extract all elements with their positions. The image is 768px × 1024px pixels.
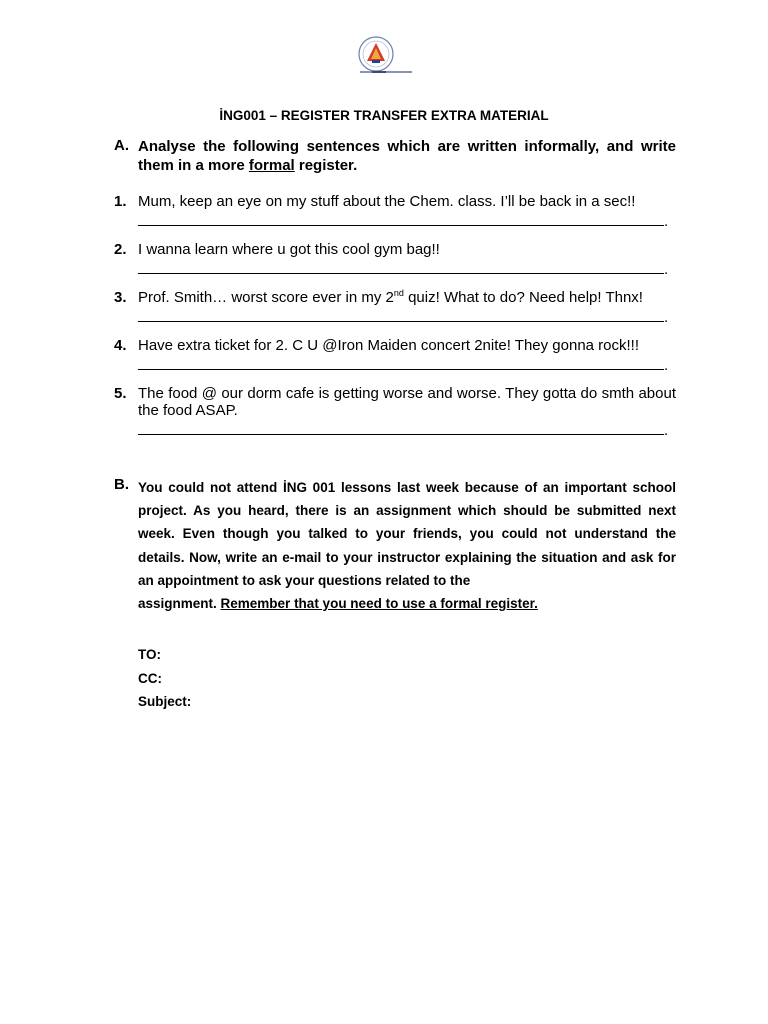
answer-line[interactable]: . (138, 354, 668, 373)
section-a-letter: A. (114, 137, 129, 154)
section-a-instruction: Analyse the following sentences which are written informally, and write them in a more formal register. (138, 138, 676, 174)
item-number: 2. (114, 241, 127, 258)
section-b-prompt: You could not attend İNG 001 lessons last week because of an important school project. As you heard, there is an assignment which should be submitted next week. Even though you talked to your friends, you could not understand the details. Now, write an e-mail to your instructor explaining the situation and ask for an appointment to ask your questions related to the assignment. Remember that you need to use a formal register. (138, 480, 676, 612)
formal-register-reminder: Remember that you need to use a formal register. (220, 596, 538, 612)
sentence-list (114, 193, 676, 438)
email-subject-label: Subject: (138, 694, 192, 710)
section-a (114, 137, 676, 450)
informal-sentence: Mum, keep an eye on my stuff about the Chem. class. I’ll be back in a sec!! (138, 193, 636, 210)
answer-line[interactable]: . (138, 419, 668, 438)
item-number: 3. (114, 289, 127, 306)
university-logo (354, 34, 414, 78)
section-b-heading (114, 476, 676, 615)
list-item (114, 337, 676, 373)
item-number: 1. (114, 193, 127, 210)
worksheet-title: İNG001 – REGISTER TRANSFER EXTRA MATERIAL (219, 108, 549, 123)
section-b (114, 476, 676, 713)
list-item (114, 289, 676, 325)
email-fields (138, 643, 676, 713)
section-a-heading (114, 137, 676, 175)
formal-underlined: formal (248, 157, 295, 174)
informal-sentence: Prof. Smith… worst score ever in my 2nd quiz! What to do? Need help! Thnx! (138, 288, 643, 306)
item-number: 4. (114, 337, 127, 354)
informal-sentence: I wanna learn where u got this cool gym bag!! (138, 241, 440, 258)
list-item (114, 385, 676, 438)
list-item (114, 193, 676, 229)
item-number: 5. (114, 385, 127, 402)
list-item (114, 241, 676, 277)
answer-line[interactable]: . (138, 258, 668, 277)
email-to-label: TO: (138, 647, 161, 663)
section-b-letter: B. (114, 476, 129, 493)
informal-sentence: Have extra ticket for 2. C U @Iron Maiden concert 2nite! They gonna rock!!! (138, 337, 640, 354)
email-cc-label: CC: (138, 670, 162, 686)
answer-line[interactable]: . (138, 210, 668, 229)
answer-line[interactable]: . (138, 306, 668, 325)
informal-sentence: The food @ our dorm cafe is getting worse and worse. They gotta do smth about the food ASAP. (138, 385, 676, 419)
